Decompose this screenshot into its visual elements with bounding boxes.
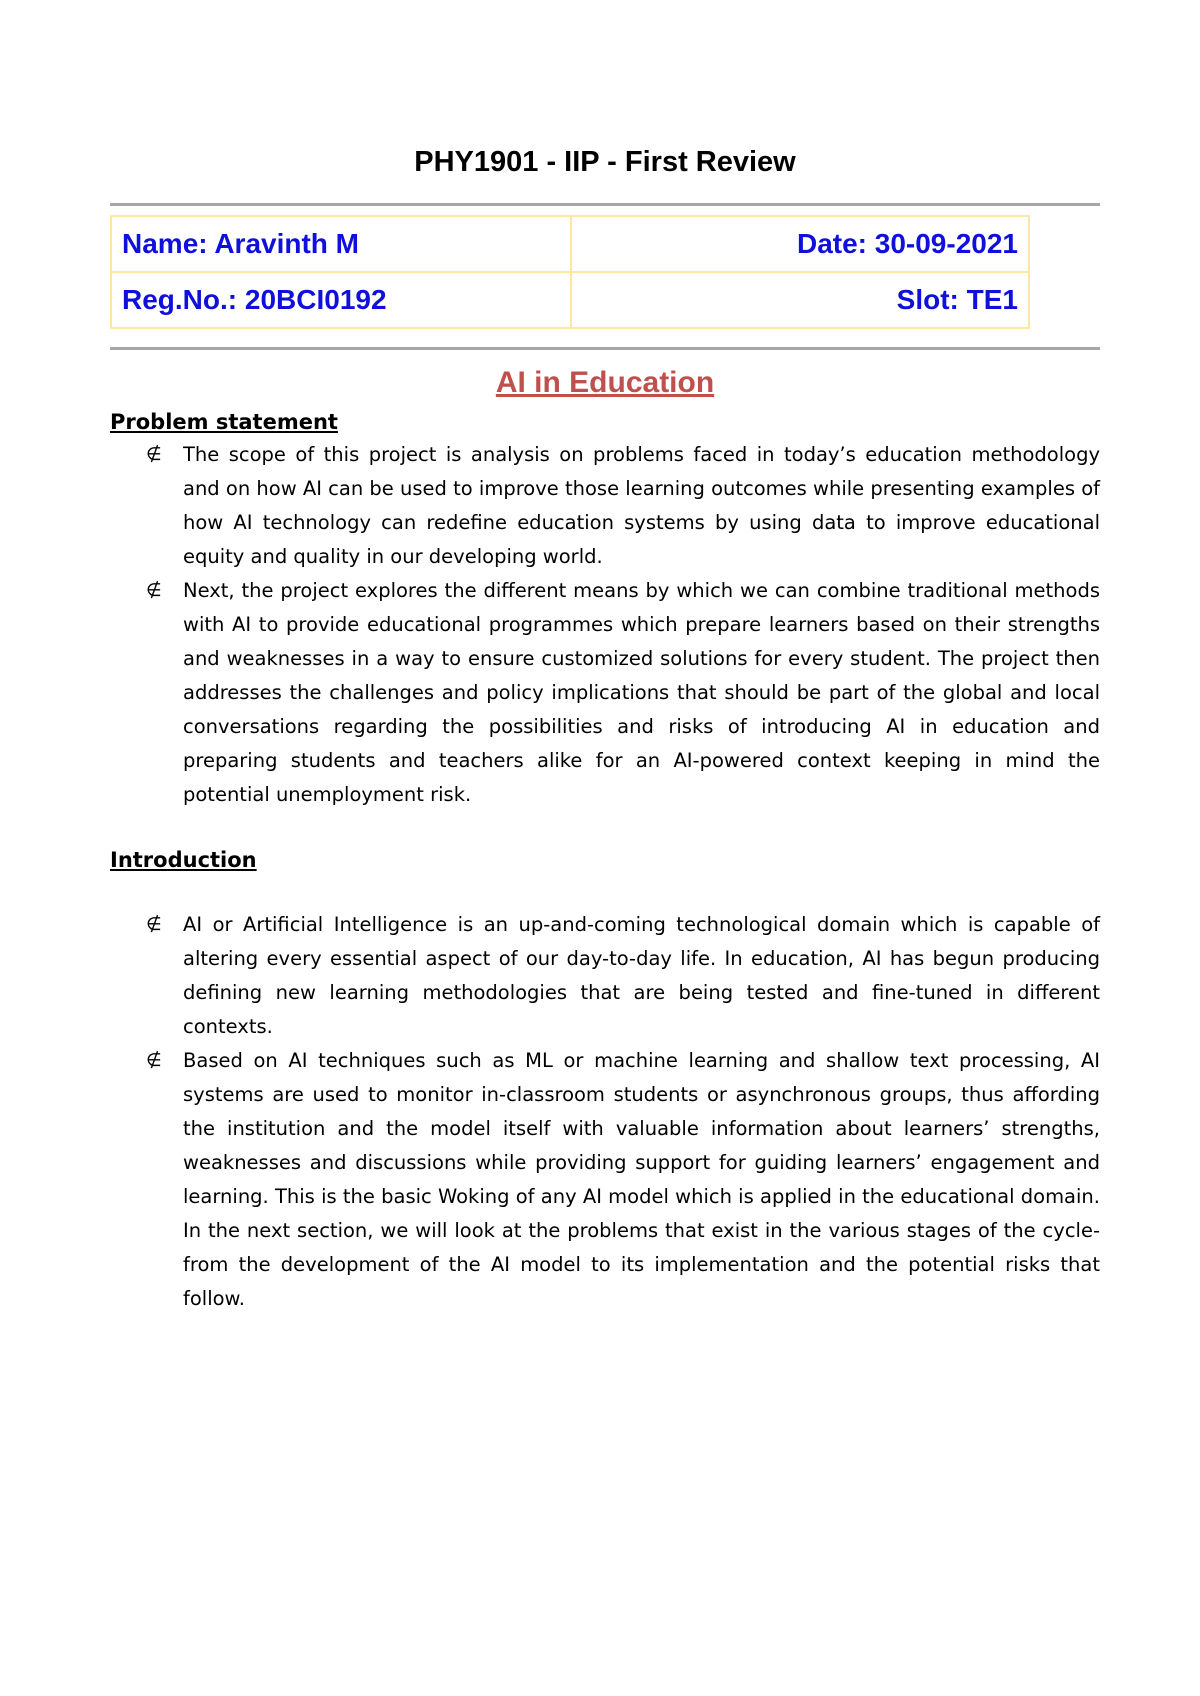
bottom-divider: [110, 347, 1100, 350]
list-item-text: Next, the project explores the different means by which we can combine traditional methods with AI to provide educational programmes which prepare learners based on their strengths and weaknesses in a way to ensure customized solutions for every student. The project then addresses the challenges and policy implications that should be part of the global and local conversations regarding the possibilities and risks of introducing AI in education and preparing students and teachers alike for an AI-powered context keeping in mind the potential unemployment risk.: [183, 579, 1100, 806]
info-row-2: [111, 272, 1029, 328]
list-item-text: Based on AI techniques such as ML or machine learning and shallow text processing, AI systems are used to monitor in-classroom students or asynchronous groups, thus affording the institution and the model itself with valuable information about learners’ strengths, weaknesses and discussions while providing support for guiding learners’ engagement and learning. This is the basic Woking of any AI model which is applied in the educational domain. In the next section, we will look at the problems that exist in the various stages of the cycle- from the development of the AI model to its implementation and the potential risks that follow.: [183, 1049, 1100, 1310]
registration-number: Reg.No.: 20BCI0192: [111, 272, 571, 328]
list-item-text: The scope of this project is analysis on problems faced in today’s education methodology and on how AI can be used to improve those learning outcomes while presenting examples of how AI technology can redefine education systems by using data to improve educational equity and quality in our developing world.: [183, 443, 1100, 568]
list-item: [110, 574, 1100, 812]
bullet-icon: ∉: [146, 1050, 162, 1071]
info-row-1: [111, 216, 1029, 272]
bullet-icon: ∉: [146, 444, 162, 465]
list-item: [110, 908, 1100, 1044]
list-item: [110, 1044, 1100, 1316]
problem-statement-list: [110, 438, 1100, 812]
list-item-text: AI or Artificial Intelligence is an up-and-coming technological domain which is capable of altering every essential aspect of our day-to-day life. In education, AI has begun producing defining new learning methodologies that are being tested and fine-tuned in different contexts.: [183, 913, 1100, 1038]
student-info-table: [110, 215, 1030, 329]
document-title: PHY1901 - IIP - First Review: [414, 146, 796, 178]
problem-statement-heading: Problem statement: [110, 410, 338, 434]
bullet-icon: ∉: [146, 580, 162, 601]
student-name: Name: Aravinth M: [111, 216, 571, 272]
slot: Slot: TE1: [571, 272, 1029, 328]
introduction-heading: Introduction: [110, 848, 257, 872]
bullet-icon: ∉: [146, 914, 162, 935]
introduction-list: [110, 908, 1100, 1316]
document-page: [110, 140, 1100, 1316]
list-item: [110, 438, 1100, 574]
review-date: Date: 30-09-2021: [571, 216, 1029, 272]
top-divider: [110, 203, 1100, 206]
project-title: AI in Education: [495, 366, 715, 399]
